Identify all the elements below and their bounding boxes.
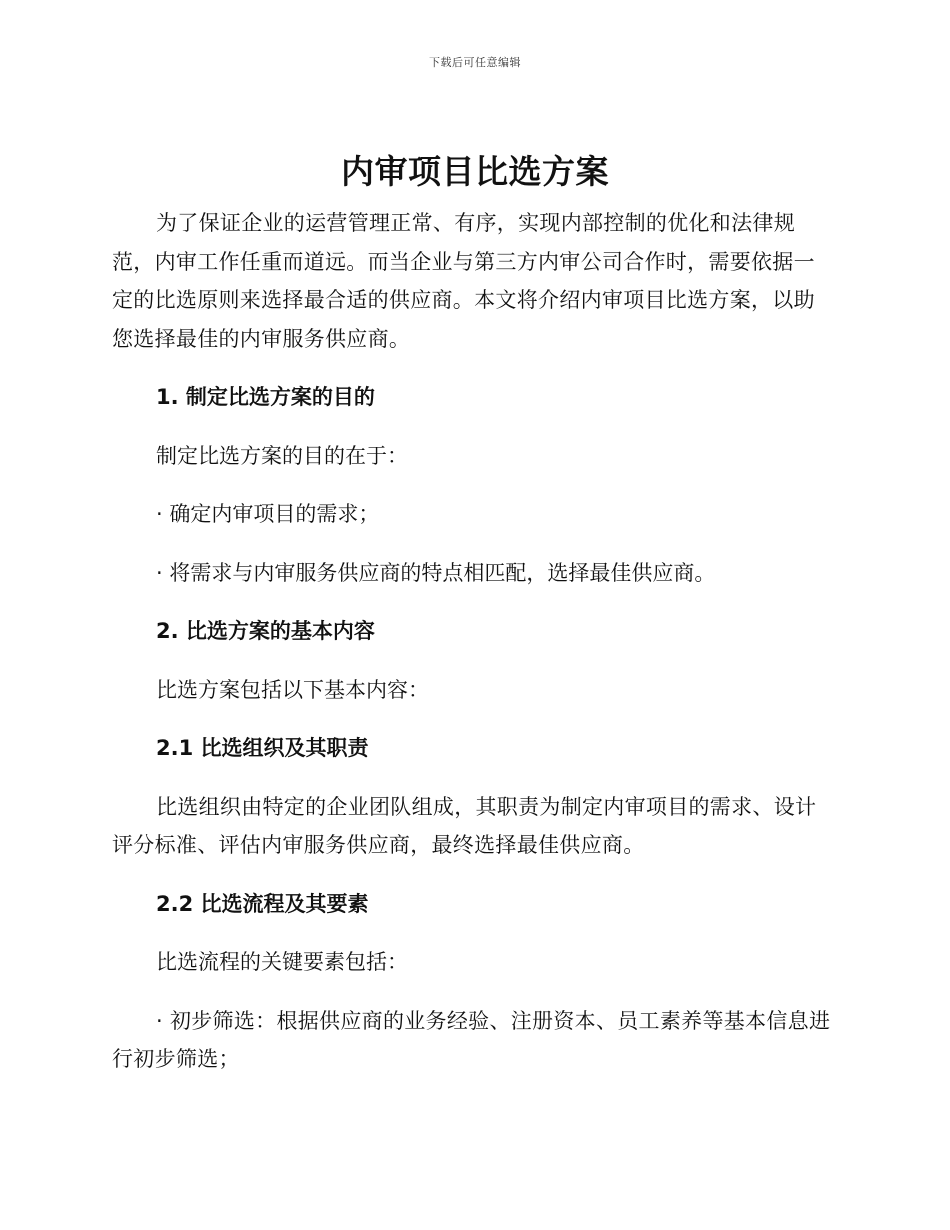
section-1-heading: 1. 制定比选方案的目的 <box>156 385 375 409</box>
section-2-lead: 比选方案包括以下基本内容： <box>156 677 429 702</box>
section-2-2-heading: 2.2 比选流程及其要素 <box>156 891 369 916</box>
section-1-bullet: · 将需求与内审服务供应商的特点相匹配，选择最佳供应商。 <box>156 560 716 585</box>
section-2-heading: 2. 比选方案的基本内容 <box>156 619 375 643</box>
document-body <box>112 204 834 1079</box>
section-2-2-bullet: · 初步筛选：根据供应商的业务经验、注册资本、员工素养等基本信息进行初步筛选； <box>112 1008 831 1071</box>
intro-paragraph: 为了保证企业的运营管理正常、有序，实现内部控制的优化和法律规范，内审工作任重而道远。而当企业与第三方内审公司合作时，需要依据一定的比选原则来选择最合适的供应商。本文将介绍内审项目比选方案，以助您选择最佳的内审服务供应商。 <box>112 211 815 351</box>
section-2-1-heading: 2.1 比选组织及其职责 <box>156 736 369 760</box>
header-note: 下载后可任意编辑 <box>429 56 521 69</box>
section-2-2-lead: 比选流程的关键要素包括： <box>156 950 408 974</box>
section-1-lead: 制定比选方案的目的在于： <box>156 443 408 468</box>
section-1-bullet: · 确定内审项目的需求； <box>156 502 380 526</box>
document-title: 内审项目比选方案 <box>341 152 609 191</box>
section-2-1-body: 比选组织由特定的企业团队组成，其职责为制定内审项目的需求、设计评分标准、评估内审服务供应商，最终选择最佳供应商。 <box>112 794 817 857</box>
